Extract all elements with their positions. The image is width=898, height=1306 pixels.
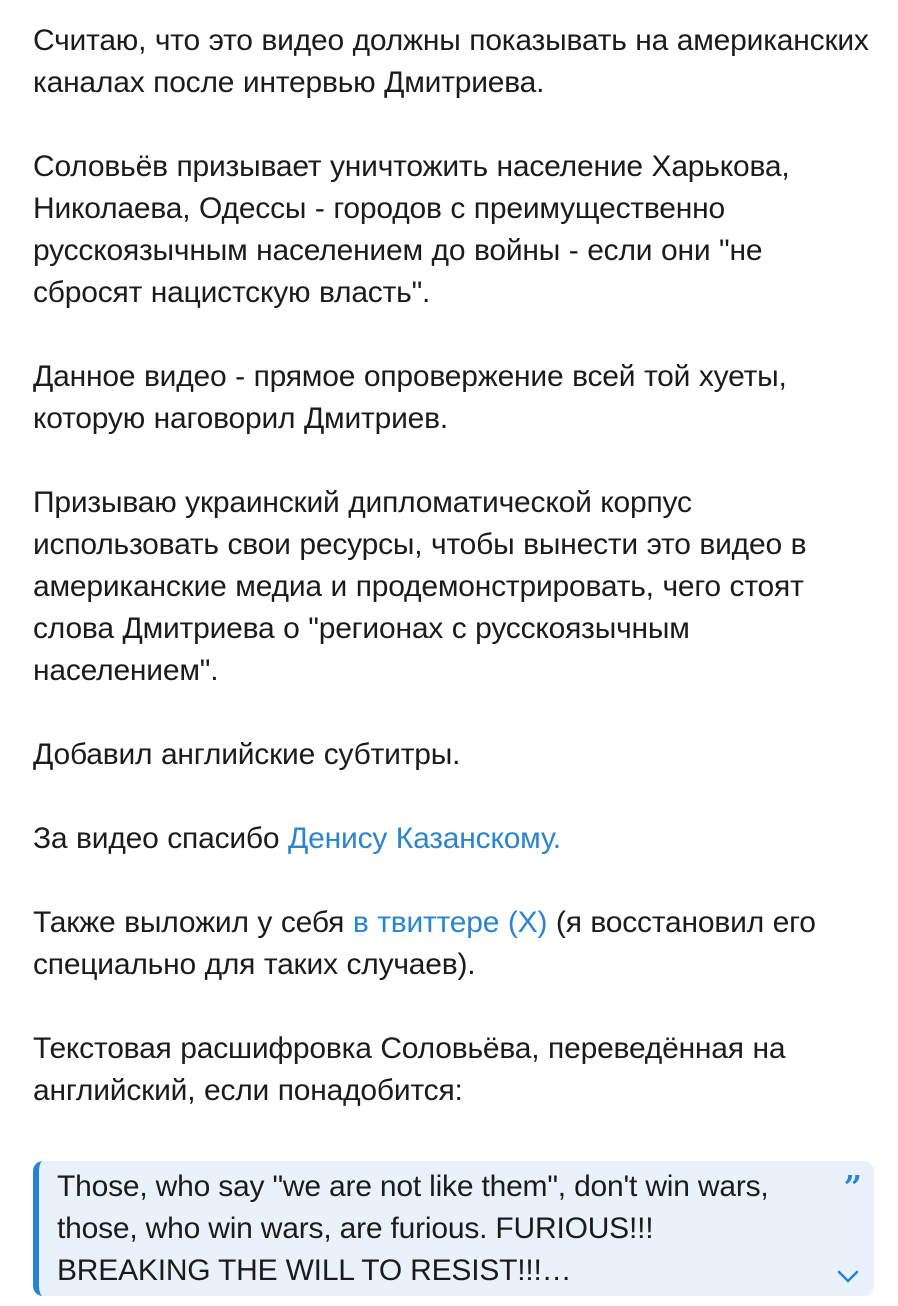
quote-text: Those, who say "we are not like them", don't win wars, those, who win wars, are furious. FURIOUS!!! BREAKING THE WILL TO RESIST!!!… bbox=[57, 1170, 769, 1287]
thanks-text: За видео спасибо bbox=[33, 822, 289, 855]
twitter-link[interactable]: в твиттере (X) bbox=[352, 906, 548, 939]
twitter-suffix: (я восстановил его специально для таких случаев). bbox=[33, 906, 816, 981]
transcript-intro: Текстовая расшифровка Соловьёва, переведённая на английский, если понадобится: bbox=[33, 1032, 786, 1107]
message-paragraph: Считаю, что это видео должны показывать на американских каналах после интервью Дмитриева. bbox=[33, 24, 869, 99]
thanks-paragraph bbox=[33, 818, 873, 860]
twitter-paragraph bbox=[33, 902, 873, 986]
quote-block[interactable] bbox=[33, 1161, 874, 1296]
message-paragraph: Соловьёв призывает уничтожить население Харькова, Николаева, Одессы - городов с преимущественно русскоязычным населением до войны - если они "не сбросят нацистскую власть". bbox=[33, 150, 790, 309]
quote-icon: ” bbox=[843, 1168, 862, 1206]
message-paragraph: Добавил английские субтитры. bbox=[33, 738, 461, 771]
message-paragraph: Данное видео - прямое опровержение всей той хуеты, которую наговорил Дмитриев. bbox=[33, 360, 787, 435]
chevron-down-icon[interactable] bbox=[836, 1268, 860, 1284]
twitter-prefix: Также выложил у себя bbox=[33, 906, 353, 939]
message-body bbox=[33, 20, 873, 1112]
kazansky-link[interactable]: Денису Казанскому. bbox=[288, 822, 561, 855]
message-paragraph: Призываю украинский дипломатической корпус использовать свои ресурсы, чтобы вынести это видео в американские медиа и продемонстрировать, чего стоят слова Дмитриева о "регионах с русскоязычным населением". bbox=[33, 486, 807, 687]
